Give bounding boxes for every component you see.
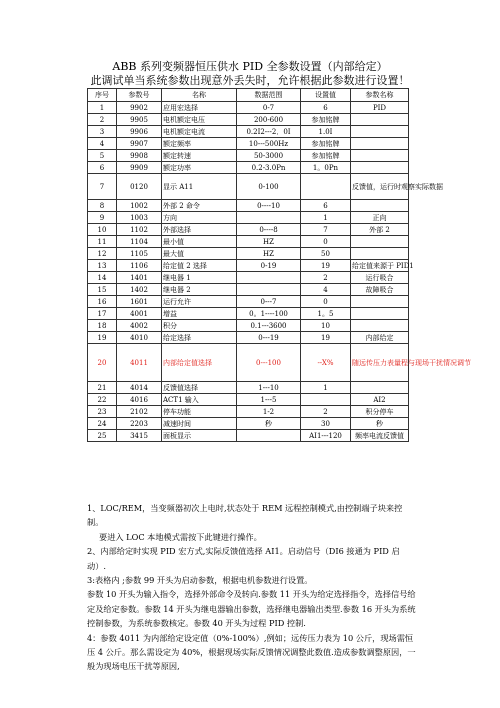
table-row — [88, 320, 409, 332]
table-cell: 面板显示 — [162, 430, 237, 442]
table-row — [88, 418, 409, 430]
table-cell — [351, 138, 409, 150]
table-cell: 秒 — [351, 418, 409, 430]
table-cell: 19 — [301, 332, 351, 344]
table-cell: 0 — [301, 236, 351, 248]
table-row — [88, 260, 409, 272]
table-cell: 12 — [88, 248, 117, 260]
table-cell: 故障吸合 — [351, 284, 409, 296]
table-cell: 6 — [301, 102, 351, 114]
table-cell: PID — [351, 102, 409, 114]
table-row — [88, 332, 409, 344]
note-4: 4：参数 4011 为内部给定设定值（0%-100%）,例如；远传压力表为 10 公斤，现场需恒压 4 公斤。那么需设定为 40%，根据现场实际反馈情况调整此数值.造成参数调整原因，一般为现场电压干扰等原因, — [87, 632, 416, 672]
table-row — [88, 138, 409, 150]
table-cell: 额定频率 — [162, 138, 237, 150]
table-cell: 最小值 — [162, 236, 237, 248]
table-cell: --X% — [301, 344, 351, 382]
table-row — [88, 126, 409, 138]
table-cell: 17 — [88, 308, 117, 320]
table-cell: 频率电流反馈值 — [351, 430, 409, 442]
table-cell: 9906 — [117, 126, 162, 138]
table-cell: 6 — [88, 162, 117, 174]
table-row — [88, 394, 409, 406]
table-cell — [351, 150, 409, 162]
table-header-row — [88, 89, 409, 102]
table-cell: 0---100 — [237, 344, 301, 382]
column-header: 数据范围 — [237, 89, 301, 102]
table-cell — [351, 162, 409, 174]
table-cell: 额定功率 — [162, 162, 237, 174]
table-cell: 19 — [88, 332, 117, 344]
table-cell: 1.0I — [301, 126, 351, 138]
table-cell: ACT1 输入 — [162, 394, 237, 406]
table-cell: 3 — [88, 126, 117, 138]
table-cell: 1002 — [117, 200, 162, 212]
table-cell: 10 — [88, 224, 117, 236]
table-cell: 反馈值，运行时观察实际数据 — [351, 174, 409, 200]
table-row — [88, 284, 409, 296]
table-cell: 参加铭牌 — [301, 114, 351, 126]
table-cell: 200-600 — [237, 114, 301, 126]
table-cell: 显示 A11 — [162, 174, 237, 200]
table-cell — [351, 236, 409, 248]
table-cell: 1104 — [117, 236, 162, 248]
table-cell: 内部给定 — [351, 332, 409, 344]
table-cell: 0.2-3.0Pn — [237, 162, 301, 174]
table-cell: 参加铭牌 — [301, 150, 351, 162]
table-cell: 随远传压力表量程与现场干扰情况调节 — [351, 344, 409, 382]
table-cell: 1 — [301, 212, 351, 224]
table-cell: 外部选择 — [162, 224, 237, 236]
table-cell: 0-100 — [237, 174, 301, 200]
table-row — [88, 200, 409, 212]
table-cell: 积分停车 — [351, 406, 409, 418]
table-cell: 9909 — [117, 162, 162, 174]
table-cell — [237, 430, 301, 442]
table-cell — [351, 126, 409, 138]
table-cell: 6 — [301, 200, 351, 212]
table-cell: 22 — [88, 394, 117, 406]
table-cell: 9908 — [117, 150, 162, 162]
table-row — [88, 382, 409, 394]
table-cell: 0---7 — [237, 296, 301, 308]
table-cell: 20 — [88, 344, 117, 382]
table-cell: 8 — [88, 200, 117, 212]
table-cell: 4010 — [117, 332, 162, 344]
table-cell: 正向 — [351, 212, 409, 224]
table-cell: 5 — [88, 150, 117, 162]
table-cell: 外部 2 命令 — [162, 200, 237, 212]
notes-section — [87, 501, 417, 674]
table-cell: HZ — [237, 236, 301, 248]
table-cell — [351, 248, 409, 260]
table-cell: 继电器 2 — [162, 284, 237, 296]
table-row — [88, 430, 409, 442]
table-cell: 9907 — [117, 138, 162, 150]
table-cell: 1102 — [117, 224, 162, 236]
table-cell: 11 — [88, 236, 117, 248]
table-cell: 运行吸合 — [351, 272, 409, 284]
table-cell: 1-2 — [237, 406, 301, 418]
table-cell: 1。0Pn — [301, 162, 351, 174]
table-cell: 1003 — [117, 212, 162, 224]
table-cell: 10---500Hz — [237, 138, 301, 150]
table-cell: 运行允许 — [162, 296, 237, 308]
table-cell: 15 — [88, 284, 117, 296]
table-cell: 1601 — [117, 296, 162, 308]
table-row — [88, 344, 409, 382]
table-cell: 1---5 — [237, 394, 301, 406]
table-cell: 减速时间 — [162, 418, 237, 430]
table-cell — [351, 308, 409, 320]
table-row — [88, 102, 409, 114]
note-1-cont: 要进入 LOC 本地模式需按下此键进行操作。 — [99, 531, 262, 542]
table-cell: 10 — [301, 320, 351, 332]
table-row — [88, 236, 409, 248]
table-cell: 给定值 2 选择 — [162, 260, 237, 272]
column-header: 序号 — [88, 89, 117, 102]
table-cell: 2 — [88, 114, 117, 126]
note-2: 2、内部给定时实现 PID 宏方式,实际反馈值选择 AI1。启动信号（DI6 接通为 PID 启动）. — [87, 546, 400, 571]
table-cell: 14 — [88, 272, 117, 284]
table-cell — [237, 284, 301, 296]
table-cell: HZ — [237, 248, 301, 260]
table-row — [88, 296, 409, 308]
table-row — [88, 272, 409, 284]
table-row — [88, 248, 409, 260]
table-cell: 0.1---3600 — [237, 320, 301, 332]
table-cell: 9905 — [117, 114, 162, 126]
table-cell: 0----10 — [237, 200, 301, 212]
table-cell: 50-3000 — [237, 150, 301, 162]
table-cell: 0.2I2---2．0I — [237, 126, 301, 138]
table-cell: 2 — [301, 272, 351, 284]
table-cell: 给定选择 — [162, 332, 237, 344]
table-cell: 1106 — [117, 260, 162, 272]
table-cell: 2102 — [117, 406, 162, 418]
page-title: ABB 系列变频器恒压供水 PID 全参数设置（内部给定） — [112, 60, 388, 73]
table-cell: 1 — [301, 382, 351, 394]
table-cell: AI1---120 — [301, 430, 351, 442]
table-cell: 1402 — [117, 284, 162, 296]
table-cell: 7 — [88, 174, 117, 200]
table-row — [88, 224, 409, 236]
table-cell: 4001 — [117, 308, 162, 320]
table-row — [88, 150, 409, 162]
table-cell: 秒 — [237, 418, 301, 430]
table-row — [88, 162, 409, 174]
table-cell: 0 — [301, 296, 351, 308]
note-3-detail: 参数 10 开头为输入指令，选择外部命令及转向.参数 11 开头为给定选择指令，选择信号给定及给定参数。参数 14 开头为继电器输出参数，选择继电器输出类型.参数 16 开头为系统控制参数，为系统参数核定。参数 40 开头为过程 PID 控制. — [87, 589, 416, 629]
table-row — [88, 114, 409, 126]
table-cell: 4016 — [117, 394, 162, 406]
table-cell: 继电器 1 — [162, 272, 237, 284]
table-cell — [351, 320, 409, 332]
table-cell: 1401 — [117, 272, 162, 284]
table-cell — [237, 272, 301, 284]
table-cell: 50 — [301, 248, 351, 260]
table-cell: 停车功能 — [162, 406, 237, 418]
column-header: 名称 — [162, 89, 237, 102]
table-cell: 应用宏选择 — [162, 102, 237, 114]
table-cell: 30 — [301, 418, 351, 430]
table-cell: 反馈值选择 — [162, 382, 237, 394]
table-cell — [351, 200, 409, 212]
table-row — [88, 406, 409, 418]
table-cell: 电机额定电压 — [162, 114, 237, 126]
column-header: 参数号 — [117, 89, 162, 102]
table-cell — [351, 296, 409, 308]
table-cell: 2203 — [117, 418, 162, 430]
table-cell: 9 — [88, 212, 117, 224]
table-cell: 18 — [88, 320, 117, 332]
table-cell: 参加铭牌 — [301, 138, 351, 150]
column-header: 设置值 — [301, 89, 351, 102]
table-cell — [237, 212, 301, 224]
table-row — [88, 308, 409, 320]
table-cell: 24 — [88, 418, 117, 430]
table-cell: 3415 — [117, 430, 162, 442]
table-cell — [351, 382, 409, 394]
table-cell: 0-19 — [237, 260, 301, 272]
table-cell: 0---19 — [237, 332, 301, 344]
table-row — [88, 212, 409, 224]
table-cell: 内部给定值选择 — [162, 344, 237, 382]
note-1: 1、LOC/REM，当变频器初次上电时,状态处于 REM 远程控制模式,由控制端子块来控制。 — [87, 503, 403, 528]
table-cell: 23 — [88, 406, 117, 418]
table-cell: 1---10 — [237, 382, 301, 394]
table-cell: 电机额定电流 — [162, 126, 237, 138]
table-cell: 0----8 — [237, 224, 301, 236]
page-subtitle: 此调试单当系统参数出现意外丢失时，允许根据此参数进行设置！ — [90, 74, 410, 87]
table-cell: 16 — [88, 296, 117, 308]
column-header: 参数名称 — [351, 89, 409, 102]
table-cell: 1。5 — [301, 308, 351, 320]
table-row — [88, 174, 409, 200]
table-cell: 4 — [88, 138, 117, 150]
table-cell: 4011 — [117, 344, 162, 382]
table-cell — [301, 174, 351, 200]
table-cell: 4014 — [117, 382, 162, 394]
table-cell: 25 — [88, 430, 117, 442]
table-cell: 2 — [301, 406, 351, 418]
table-cell: 7 — [301, 224, 351, 236]
table-cell: 0120 — [117, 174, 162, 200]
table-cell: 19 — [301, 260, 351, 272]
table-cell: 21 — [88, 382, 117, 394]
note-3: 3:表格内 ;参数 99 开头为启动参数，根据电机参数进行设置。 — [87, 575, 313, 586]
table-cell: 额定转速 — [162, 150, 237, 162]
table-cell: 外部 2 — [351, 224, 409, 236]
table-cell: 13 — [88, 260, 117, 272]
table-cell: AI2 — [351, 394, 409, 406]
table-cell: 4 — [301, 284, 351, 296]
parameter-table — [87, 88, 471, 442]
table-cell: 9902 — [117, 102, 162, 114]
table-cell: 1105 — [117, 248, 162, 260]
table-cell: 给定值来源于 PID1 — [352, 261, 414, 270]
table-cell: 4002 — [117, 320, 162, 332]
table-cell: 增益 — [162, 308, 237, 320]
table-cell — [351, 114, 409, 126]
table-cell — [301, 394, 351, 406]
table-cell: 0。1----100 — [237, 308, 301, 320]
table-cell: 方向 — [162, 212, 237, 224]
table-cell: 积分 — [162, 320, 237, 332]
table-cell: 0-7 — [237, 102, 301, 114]
table-cell: 最大值 — [162, 248, 237, 260]
table-cell: 1 — [88, 102, 117, 114]
